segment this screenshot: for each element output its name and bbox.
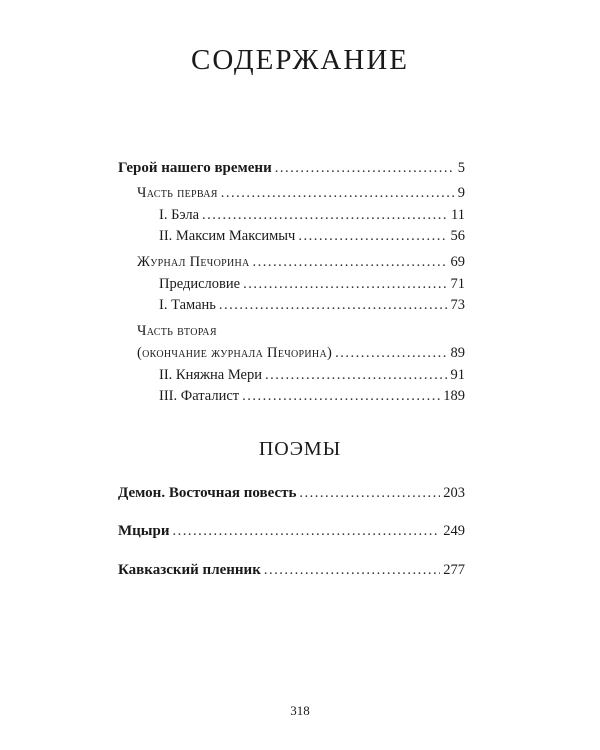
toc-entry-journal[interactable] <box>137 253 465 271</box>
toc-entry-page: 189 <box>443 388 465 404</box>
toc-entry-page: 9 <box>457 185 465 201</box>
toc-entry-page: 277 <box>443 562 465 578</box>
toc-entry-part2-continuation[interactable] <box>137 344 465 362</box>
toc-entry-bela[interactable] <box>159 206 465 224</box>
dot-leader <box>253 253 448 271</box>
toc-entry-title: II. Княжна Мери <box>159 367 262 383</box>
toc-entry-title: I. Тамань <box>159 297 216 313</box>
dot-leader <box>219 296 448 314</box>
toc-entry-page: 91 <box>450 367 465 383</box>
toc-entry-preface[interactable] <box>159 275 465 293</box>
toc-entry-page: 69 <box>450 254 465 270</box>
toc-entry-title: (окончание журнала Печорина) <box>137 345 333 361</box>
dot-leader <box>264 561 440 579</box>
toc-entry-title: II. Максим Максимыч <box>159 228 296 244</box>
toc-entry-title: Часть первая <box>137 185 218 201</box>
page-title: СОДЕРЖАНИЕ <box>191 44 409 76</box>
toc-entry-part1[interactable] <box>137 184 465 202</box>
toc-entry-page: 71 <box>450 276 465 292</box>
toc-entry-demon[interactable] <box>118 484 465 502</box>
toc-entry-title: III. Фаталист <box>159 388 240 404</box>
toc-entry-title: Кавказский пленник <box>118 562 261 578</box>
toc-entry-page: 11 <box>451 207 465 223</box>
toc-entry-part2[interactable]: Часть вторая <box>137 323 217 339</box>
toc-entry-maksim[interactable] <box>159 227 465 245</box>
dot-leader <box>242 387 440 405</box>
toc-entry-mtsyri[interactable] <box>118 522 465 540</box>
toc-entry-title: Мцыри <box>118 523 170 539</box>
dot-leader <box>173 522 441 540</box>
toc-entry-title: Журнал Печорина <box>137 254 250 270</box>
dot-leader <box>221 184 455 202</box>
toc-entry-title: Герой нашего времени <box>118 160 272 176</box>
dot-leader <box>265 366 448 384</box>
dot-leader <box>275 159 455 177</box>
toc-entry-page: 56 <box>450 228 465 244</box>
toc-entry-fatalist[interactable] <box>159 387 465 405</box>
toc-entry-title: Предисловие <box>159 276 241 292</box>
toc-entry-page: 73 <box>450 297 465 313</box>
dot-leader <box>243 275 447 293</box>
dot-leader <box>298 227 447 245</box>
dot-leader <box>202 206 448 224</box>
section-title-poems: ПОЭМЫ <box>258 438 342 460</box>
toc-entry-page: 5 <box>457 160 465 176</box>
toc-entry-title: I. Бэла <box>159 207 200 223</box>
toc-entry-mary[interactable] <box>159 366 465 384</box>
dot-leader <box>335 344 447 362</box>
page-number: 318 <box>290 703 310 718</box>
toc-entry-page: 203 <box>443 485 465 501</box>
toc-entry-title: Демон. Восточная повесть <box>118 485 297 501</box>
dot-leader <box>299 484 440 502</box>
toc-entry-taman[interactable] <box>159 296 465 314</box>
toc-entry-captive[interactable] <box>118 561 465 579</box>
toc-entry-hero[interactable] <box>118 159 465 177</box>
toc-entry-page: 89 <box>450 345 465 361</box>
toc-entry-page: 249 <box>443 523 465 539</box>
